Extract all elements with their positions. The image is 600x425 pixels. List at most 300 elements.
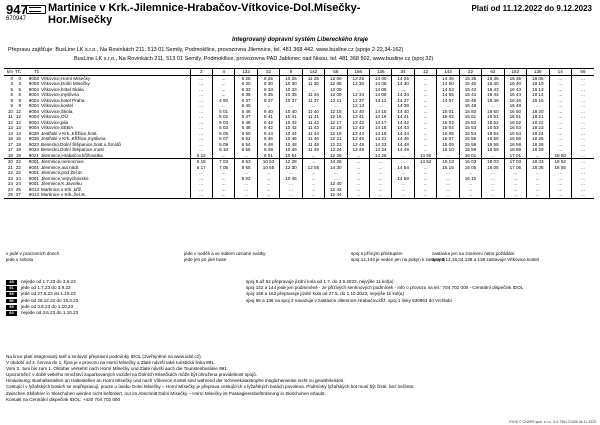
departure-time: 15 02: [437, 114, 459, 120]
departure-time: ...: [414, 92, 436, 98]
departure-time: 11 46: [302, 136, 324, 142]
departure-time: ...: [571, 181, 594, 187]
stop-zone-code: 9003: [28, 81, 39, 87]
departure-time: 5 05: [212, 131, 234, 137]
departure-time: ...: [504, 187, 526, 193]
departure-time: 11 42: [302, 120, 324, 126]
info-line: Kontakt na Centrální dispečink IDOL: +420 704 702 000: [6, 396, 121, 402]
departure-time: ...: [571, 120, 594, 126]
departure-time: ...: [414, 114, 436, 120]
legend-sunday-holiday: jede v neděli a ve státem uznané svátky: [184, 251, 266, 256]
departure-time: 10 48: [280, 142, 302, 148]
departure-time: 6 48: [235, 125, 257, 131]
stop-tariff-zone: 14: [15, 130, 21, 136]
departure-time: 14 05: [370, 81, 392, 87]
departure-time: ...: [549, 147, 571, 153]
stop-name: Vítkovice,Škola: [41, 108, 73, 114]
stop-km: 23: [7, 175, 13, 181]
departure-time: 8 40: [257, 109, 279, 115]
departure-time: ...: [549, 103, 571, 109]
departure-time: ...: [437, 187, 459, 193]
departure-time: ...: [235, 192, 257, 198]
departure-time: ...: [482, 187, 504, 193]
departure-time: 15 56: [459, 136, 481, 142]
departure-time: 8 42: [257, 125, 279, 131]
footnote-badge: 45: [6, 280, 17, 285]
departure-time: ...: [257, 176, 279, 182]
departure-time: ...: [482, 170, 504, 176]
departure-time: ...: [370, 187, 392, 193]
stop-tariff-zone: 12: [15, 108, 21, 114]
stop-tariff-zone: 24: [15, 175, 21, 181]
departure-time: 14 30: [325, 165, 347, 171]
departure-time: 14 26: [370, 153, 392, 159]
legend-working-days: x jede v pracovních dnech: [6, 251, 60, 256]
stop-zone-code: 9023: [28, 147, 39, 153]
departure-time: 12 08: [325, 87, 347, 93]
departure-time: 5 09: [212, 142, 234, 148]
departure-time: ...: [212, 181, 234, 187]
stop-tariff-zone: 26: [15, 186, 21, 192]
stop-tariff-zone: 0: [18, 75, 21, 81]
departure-time: 10 25: [280, 75, 302, 81]
departure-time: 14 25: [392, 75, 414, 81]
departure-time: ...: [190, 136, 212, 142]
departure-time: ...: [392, 159, 414, 165]
departure-time: 14 37: [392, 98, 414, 104]
departure-time: 15 43: [482, 87, 504, 93]
departure-time: ...: [212, 103, 234, 109]
departure-time: ...: [571, 165, 594, 171]
footnote-text: jede od 26.12.22 do 15.3.23: [21, 297, 79, 303]
departure-time: 5 15: [190, 159, 212, 165]
departure-time: 14 42: [392, 120, 414, 126]
departure-time: 15 13: [437, 159, 459, 165]
departure-time: ...: [347, 181, 369, 187]
departure-time: 12 21: [325, 136, 347, 142]
departure-time: ...: [302, 87, 324, 93]
trip-number: 32: [257, 69, 279, 76]
departure-time: ...: [414, 136, 436, 142]
departure-time: 15 53: [459, 125, 481, 131]
departure-time: 15 40: [459, 81, 481, 87]
stop-km: 13: [7, 125, 13, 131]
departure-time: 15 50: [459, 109, 481, 115]
trip-number: 138: [527, 69, 549, 76]
departure-time: 14 48: [392, 142, 414, 148]
bus-icon: [26, 5, 46, 14]
departure-time: 12 25: [347, 75, 369, 81]
departure-time: 18 24: [527, 131, 549, 137]
stop-name: Jilemnice,nemocnice: [40, 159, 190, 165]
departure-time: 16 59: [504, 147, 526, 153]
departure-time: ...: [190, 81, 212, 87]
departure-time: ...: [190, 142, 212, 148]
footnote-badge: 56: [6, 299, 17, 304]
departure-time: 15 04: [437, 125, 459, 131]
departure-time: ...: [370, 170, 392, 176]
departure-time: ...: [549, 131, 571, 137]
stop-zone-code: 9026: [28, 136, 39, 142]
departure-time: 15 54: [459, 131, 481, 137]
departure-time: ...: [280, 192, 302, 198]
departure-time: ...: [370, 159, 392, 165]
departure-time: 14 17: [370, 120, 392, 126]
departure-time: 18 28: [527, 142, 549, 148]
departure-time: 16 35: [504, 75, 526, 81]
departure-time: 12 34: [347, 92, 369, 98]
departure-time: 15 58: [459, 142, 481, 148]
departure-time: 6 25: [235, 75, 257, 81]
departure-time: ...: [571, 75, 594, 81]
stop-zone-code: 9001: [28, 175, 39, 181]
stop-tariff-zone: 22: [15, 164, 21, 170]
footnote-item: [6, 310, 78, 316]
stop-km: 11: [8, 114, 13, 120]
stop-name: Vítkovice,OÚ: [41, 114, 68, 120]
stop-km: 8: [10, 97, 13, 103]
departure-time: 15 09: [437, 142, 459, 148]
departure-time: ...: [235, 153, 257, 159]
departure-time: 12 15: [325, 109, 347, 115]
stop-tariff-zone: 8: [18, 97, 21, 103]
departure-time: 14 24: [370, 147, 392, 153]
departure-time: 17 03: [504, 159, 526, 165]
departure-time: 6 46: [235, 109, 257, 115]
timetable-grid: [4, 68, 594, 199]
route-title-line1: Martinice v Krk.-Jilemnice-Hrabačov-Vítkovice-Dol.Mísečky-: [48, 2, 361, 14]
departure-time: ...: [302, 159, 324, 165]
departure-time: 15 46: [459, 98, 481, 104]
departure-time: 8 51: [257, 153, 279, 159]
departure-time: 18 33: [527, 159, 549, 165]
departure-time: 11 40: [302, 109, 324, 115]
stop-zone-code: 9004: [28, 86, 39, 92]
departure-time: ...: [302, 103, 324, 109]
departure-time: 10 55: [257, 165, 279, 171]
departure-time: ...: [280, 181, 302, 187]
footer-credit: IDOS © CHAPS spol. s r.o., 5.0.7961.21495 04.11.2023: [509, 420, 596, 424]
departure-time: 12 17: [325, 120, 347, 126]
departure-time: 15 35: [482, 75, 504, 81]
departure-time: ...: [414, 87, 436, 93]
departure-time: 14 43: [392, 125, 414, 131]
departure-time: ...: [549, 125, 571, 131]
departure-time: 5 01: [212, 109, 234, 115]
stop-zone-code: 9001: [22, 159, 40, 165]
departure-time: ...: [212, 87, 234, 93]
departure-time: ...: [549, 181, 571, 187]
departure-time: 14 40: [392, 109, 414, 115]
departure-time: 14 52: [414, 159, 436, 165]
stop-km: 22: [7, 170, 13, 176]
departure-time: 10 41: [280, 114, 302, 120]
departure-time: ...: [302, 170, 324, 176]
departure-time: ...: [571, 147, 594, 153]
departure-time: ...: [504, 181, 526, 187]
departure-time: ...: [392, 87, 414, 93]
departure-time: ...: [549, 109, 571, 115]
trip-number: 142: [302, 69, 324, 76]
stop-zone-code: 9026: [28, 130, 39, 136]
departure-time: ...: [414, 181, 436, 187]
departure-time: ...: [414, 192, 436, 198]
departure-time: ...: [482, 176, 504, 182]
departure-time: 6 50: [235, 131, 257, 137]
departure-time: ...: [549, 114, 571, 120]
departure-time: ...: [527, 187, 549, 193]
stop-tariff-zone: 3: [18, 81, 21, 87]
departure-time: ...: [571, 98, 594, 104]
departure-time: ...: [235, 170, 257, 176]
info-line: V období od 3. června do 1. října je v provozu na Horní Mísečky a Zlaté návrší také turistická linka 991.: [6, 360, 216, 366]
departure-time: 15 35: [459, 75, 481, 81]
stop-name: Vítkovice,Horní Mísečky: [41, 75, 91, 81]
trip-number: 22: [459, 69, 481, 76]
departure-time: 15 59: [459, 147, 481, 153]
departure-time: 18 23: [527, 125, 549, 131]
info-line: Cestující v lyžařských botách se nepřepravují, pouze u úseku Dolní Mísečky – Horní Mísečky je přeprava cestujících v lyžařských botách povolena. Podmínky lyžařských bot musí být čisté, bez nečistot.: [6, 384, 415, 390]
departure-time: 14 16: [370, 114, 392, 120]
departure-time: 16 54: [504, 131, 526, 137]
departure-time: ...: [549, 87, 571, 93]
departure-time: ...: [571, 187, 594, 193]
departure-time: 12 46: [347, 136, 369, 142]
departure-time: 8 55: [235, 165, 257, 171]
departure-time: 15 54: [482, 131, 504, 137]
departure-time: ...: [504, 192, 526, 198]
validity-period: Platí od 11.12.2022 do 9.12.2023: [471, 4, 592, 13]
stop-km: 18: [7, 152, 13, 158]
departure-time: ...: [190, 109, 212, 115]
stop-zone-code: 9001: [28, 164, 39, 170]
departure-time: ...: [571, 131, 594, 137]
info-line: Vom 3. Juni bis zum 1. Oktober verkehrt nach Horní Mísečky und Zlaté návrší auch die Touristenbuslinie 991.: [6, 366, 229, 372]
stop-zone-code: 9001: [28, 170, 39, 176]
departure-time: ...: [325, 170, 347, 176]
departure-time: 12 44: [347, 131, 369, 137]
departure-time: 12 05: [325, 81, 347, 87]
departure-time: 10 46: [280, 136, 302, 142]
departure-time: ...: [392, 181, 414, 187]
departure-time: 14 59: [392, 176, 414, 182]
stop-name: Vítkovice,myslivna: [41, 92, 79, 98]
stop-name: Jilemnice,Hrabačov,křižovatka: [41, 152, 103, 158]
footnote-badge: 59: [6, 305, 17, 310]
footnote-right-item: spoj 156 a 162 přepravuje jízdní kola od 27.5. do 1.10.2023, nejvýše 11 kol(a): [246, 291, 404, 297]
departure-time: 14 50: [414, 153, 436, 159]
departure-time: ...: [414, 81, 436, 87]
departure-time: 16 05: [459, 165, 481, 171]
departure-time: 16 03: [482, 159, 504, 165]
info-line: Upozornění: v době velkého množství zaparkovaných vozidel na Dolních Mísečkách může být ohrožena pravidelnost spojů.: [6, 372, 258, 378]
departure-time: 17 01: [504, 153, 526, 159]
stop-tariff-zone: 5: [18, 86, 21, 92]
stop-name: Vítkovice,kostel: [41, 103, 73, 109]
departure-time: 10 42: [280, 125, 302, 131]
departure-time: 12 24: [325, 147, 347, 153]
legend-stop-request: spoj 12,144 je veden jen na pokyn k zastavení: [351, 257, 446, 262]
departure-time: ...: [414, 109, 436, 115]
departure-time: ...: [527, 170, 549, 176]
departure-time: 15 44: [459, 92, 481, 98]
departure-time: ...: [190, 114, 212, 120]
departure-time: ...: [190, 98, 212, 104]
departure-time: 11 30: [302, 81, 324, 87]
line-code: 670947: [6, 16, 27, 22]
legend-saturday: jede v sobotu: [6, 257, 34, 262]
departure-time: ...: [190, 75, 212, 81]
trip-number: 156: [347, 69, 369, 76]
stop-km: 9: [10, 103, 13, 109]
departure-time: 11 34: [302, 92, 324, 98]
departure-time: ...: [571, 81, 594, 87]
departure-time: ...: [571, 103, 594, 109]
departure-time: 14 54: [392, 165, 414, 171]
trip-number: 2: [190, 69, 212, 76]
footnote-badge: 55: [6, 292, 17, 297]
stop-tariff-zone: 6: [18, 92, 21, 98]
trip-number: 132: [235, 69, 257, 76]
departure-time: ...: [190, 187, 212, 193]
departure-time: 11 48: [302, 142, 324, 148]
trip-number: 8: [280, 69, 302, 76]
departure-time: 11 44: [302, 131, 324, 137]
departure-time: ...: [347, 165, 369, 171]
departure-time: 6 52: [235, 136, 257, 142]
carrier-info: [8, 46, 433, 64]
legend-transfer: spoj s přímým přestupem: [351, 251, 403, 256]
footnote-text: jede od 3.6.23 do 1.10.23: [21, 303, 74, 309]
stop-zone-code: 9001: [28, 181, 39, 187]
departure-time: 18 16: [527, 98, 549, 104]
departure-time: 17 05: [504, 165, 526, 171]
departure-time: 14 23: [370, 142, 392, 148]
stop-tariff-zone: 22: [15, 159, 21, 165]
stop-tariff-zone: 13: [15, 125, 21, 131]
column-label: km: [4, 69, 14, 76]
info-line: Na lince platí integrovaný tarif a smluvní přepravní podmínky IDOL (zveřejněné na www.iidol.cz).: [6, 354, 202, 359]
departure-time: 12 42: [347, 120, 369, 126]
departure-time: 15 44: [482, 92, 504, 98]
departure-time: 10 44: [280, 131, 302, 137]
departure-time: 12 28: [280, 159, 302, 165]
departure-time: 16 03: [459, 159, 481, 165]
departure-time: ...: [414, 147, 436, 153]
departure-time: 16 56: [504, 136, 526, 142]
departure-time: 16 46: [504, 98, 526, 104]
info-line: Zwischen Skifahrer in Skischuhen werden nicht befördert, nur im Abschnitt Dolní Mísečky – Horní Mísečky ist Passagierenbeförderung in Skischuhen erlaubt.: [6, 390, 326, 396]
departure-time: 15 43: [459, 87, 481, 93]
departure-time: ...: [212, 187, 234, 193]
stop-zone-code: 9023: [28, 141, 39, 147]
departure-time: ...: [482, 103, 504, 109]
departure-time: 14 08: [370, 87, 392, 93]
departure-time: 14 34: [392, 92, 414, 98]
departure-time: ...: [482, 181, 504, 187]
departure-time: 16 52: [504, 120, 526, 126]
departure-time: 12 43: [347, 125, 369, 131]
departure-time: 8 30: [257, 81, 279, 87]
footnotes-right: [246, 279, 586, 304]
stop-km: 0: [10, 75, 13, 81]
departure-time: 14 28: [325, 159, 347, 165]
departure-time: 18 10: [527, 81, 549, 87]
departure-time: 8 42: [257, 120, 279, 126]
departure-time: ...: [414, 165, 436, 171]
departure-time: 15 56: [482, 136, 504, 142]
departure-time: 12 13: [347, 103, 369, 109]
integrated-system-label: Integrovaný dopravní systém Libereckého kraje: [231, 37, 369, 43]
departure-time: 16 44: [504, 92, 526, 98]
stop-km: 17: [7, 141, 13, 147]
column-label: Tč: [22, 69, 40, 76]
stop-name: Jilemnice,pod Žel.st.: [41, 170, 83, 176]
departure-time: ...: [527, 103, 549, 109]
departure-time: 11 49: [302, 147, 324, 153]
departure-time: ...: [212, 176, 234, 182]
departure-time: 10 40: [280, 109, 302, 115]
stop-km: 25: [4, 192, 14, 198]
departure-time: 14 21: [370, 136, 392, 142]
stop-name: Vítkovice,SEBA: [41, 125, 74, 131]
departure-time: ...: [414, 103, 436, 109]
departure-time: 12 43: [325, 187, 347, 193]
departure-time: 14 18: [370, 125, 392, 131]
departure-time: 14 39: [392, 103, 414, 109]
departure-time: ...: [571, 136, 594, 142]
departure-time: 10 53: [257, 159, 279, 165]
departure-time: 11 43: [302, 125, 324, 131]
departure-time: 18 05: [527, 75, 549, 81]
departure-time: 12 18: [325, 125, 347, 131]
stop-km: 3: [10, 81, 13, 87]
departure-time: ...: [302, 187, 324, 193]
departure-time: 6 40: [235, 103, 257, 109]
departure-time: ...: [549, 120, 571, 126]
departure-time: 14 11: [370, 98, 392, 104]
departure-time: 10 33: [280, 87, 302, 93]
departure-time: 14 49: [392, 147, 414, 153]
departure-time: ...: [504, 170, 526, 176]
departure-time: 12 40: [325, 181, 347, 187]
departure-time: 14 09: [370, 92, 392, 98]
stop-name: Vítkovice,Dolní Mísečky: [41, 81, 90, 87]
departure-time: ...: [280, 103, 302, 109]
departure-time: 6 37: [235, 98, 257, 104]
departure-time: 14 00: [370, 75, 392, 81]
departure-time: 15 52: [482, 120, 504, 126]
departure-time: ...: [571, 153, 594, 159]
departure-time: 14 57: [437, 98, 459, 104]
departure-time: 12 48: [347, 142, 369, 148]
stop-name: Benecko,Dolní Štěpanice,most: [41, 147, 104, 153]
departure-time: ...: [190, 103, 212, 109]
departure-time: ...: [347, 170, 369, 176]
departure-time: 15 05: [437, 131, 459, 137]
stop-name: Vítkovice,hotel Praha: [41, 97, 85, 103]
departure-time: ...: [549, 187, 571, 193]
departure-time: 15 10: [437, 147, 459, 153]
departure-time: ...: [571, 92, 594, 98]
departure-time: ...: [257, 192, 279, 198]
stop-tariff-zone: 19: [15, 147, 21, 153]
departure-time: ...: [437, 170, 459, 176]
stop-km: 24: [7, 186, 13, 192]
departure-time: 14 55: [437, 92, 459, 98]
stop-zone-code: 9004: [28, 97, 39, 103]
departure-time: ...: [302, 176, 324, 182]
